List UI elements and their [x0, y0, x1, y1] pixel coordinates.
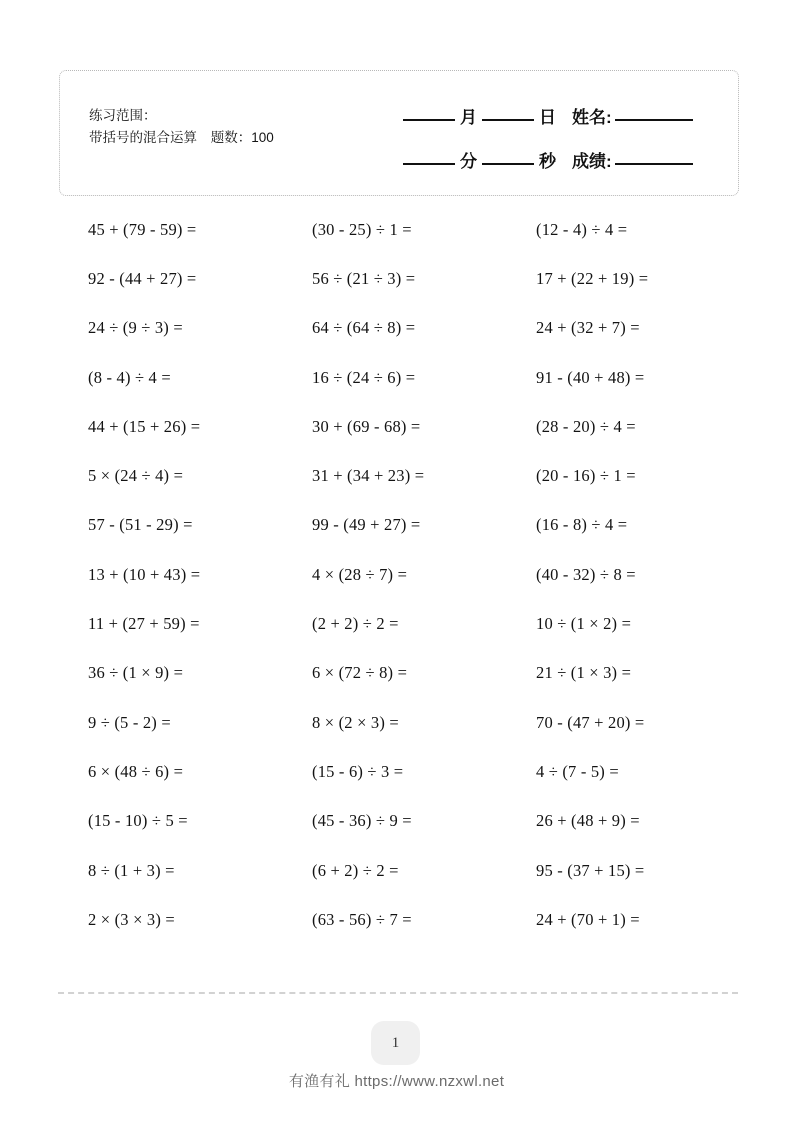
problem-row [59, 451, 739, 500]
problem-item[interactable]: (63 - 56) ÷ 7 = [312, 909, 412, 929]
problem-item[interactable]: 16 ÷ (24 ÷ 6) = [312, 367, 416, 387]
problems-grid [59, 205, 739, 944]
page-number-badge: 1 [371, 1021, 420, 1065]
score-blank-line[interactable] [615, 163, 693, 165]
practice-range-detail [89, 127, 274, 149]
problem-item[interactable]: 13 + (10 + 43) = [88, 564, 201, 584]
problem-item[interactable]: (45 - 36) ÷ 9 = [312, 811, 412, 831]
practice-range-label: 练习范围： [89, 108, 157, 123]
problem-item[interactable]: 17 + (22 + 19) = [536, 268, 649, 288]
practice-range-block [89, 105, 274, 149]
problem-item[interactable]: (2 + 2) ÷ 2 = [312, 614, 399, 634]
problem-item[interactable]: (6 + 2) ÷ 2 = [312, 860, 399, 880]
problem-item[interactable]: 57 - (51 - 29) = [88, 515, 193, 535]
problem-item[interactable]: 6 × (48 ÷ 6) = [88, 761, 184, 781]
problem-item[interactable]: 95 - (37 + 15) = [536, 860, 645, 880]
problem-item[interactable]: 10 ÷ (1 × 2) = [536, 614, 632, 634]
problem-item[interactable]: 24 + (32 + 7) = [536, 318, 640, 338]
problem-item[interactable]: 2 × (3 × 3) = [88, 909, 175, 929]
date-field-row [400, 93, 720, 137]
problem-item[interactable]: 9 ÷ (5 - 2) = [88, 712, 171, 732]
second-blank-line[interactable] [482, 163, 534, 165]
problem-row [59, 846, 739, 895]
problem-row [59, 895, 739, 944]
problem-row [59, 747, 739, 796]
problem-row [59, 599, 739, 648]
month-blank-line[interactable] [403, 119, 455, 121]
problem-row [59, 797, 739, 846]
problem-item[interactable]: 70 - (47 + 20) = [536, 712, 645, 732]
problem-item[interactable]: (15 - 10) ÷ 5 = [88, 811, 188, 831]
problem-row [59, 698, 739, 747]
problem-count-label: 题数：100 [210, 130, 274, 145]
problem-row [59, 353, 739, 402]
site-credit-text: 有渔有礼 https://www.nzxwl.net [288, 1073, 505, 1090]
problem-row [59, 254, 739, 303]
problem-item[interactable]: 56 ÷ (21 ÷ 3) = [312, 268, 416, 288]
score-field-label: 成绩: [572, 151, 612, 171]
month-unit-label: 月 [460, 107, 477, 127]
problem-item[interactable]: (12 - 4) ÷ 4 = [536, 219, 628, 239]
header-fields-block [400, 93, 720, 181]
minute-blank-line[interactable] [403, 163, 455, 165]
problem-item[interactable]: 64 ÷ (64 ÷ 8) = [312, 318, 416, 338]
problem-row [59, 205, 739, 254]
problem-item[interactable]: 11 + (27 + 59) = [88, 614, 200, 634]
worksheet-header-box [59, 70, 739, 196]
problem-row [59, 402, 739, 451]
problem-item[interactable]: 4 ÷ (7 - 5) = [536, 761, 619, 781]
time-field-row [400, 137, 720, 181]
problem-item[interactable]: (8 - 4) ÷ 4 = [88, 367, 171, 387]
problem-item[interactable]: 44 + (15 + 26) = [88, 416, 201, 436]
problem-item[interactable]: (28 - 20) ÷ 4 = [536, 416, 636, 436]
problem-item[interactable]: 30 + (69 - 68) = [312, 416, 421, 436]
problem-item[interactable]: (40 - 32) ÷ 8 = [536, 564, 636, 584]
problem-item[interactable]: 45 + (79 - 59) = [88, 219, 197, 239]
problem-item[interactable]: 99 - (49 + 27) = [312, 515, 421, 535]
problem-item[interactable]: (20 - 16) ÷ 1 = [536, 466, 636, 486]
practice-range-value: 带括号的混合运算 [89, 130, 197, 145]
problem-row [59, 550, 739, 599]
problem-item[interactable]: 5 × (24 ÷ 4) = [88, 466, 184, 486]
problem-item[interactable]: (15 - 6) ÷ 3 = [312, 761, 404, 781]
problem-item[interactable]: 21 ÷ (1 × 3) = [536, 663, 632, 683]
problem-item[interactable]: 8 ÷ (1 + 3) = [88, 860, 175, 880]
name-blank-line[interactable] [615, 119, 693, 121]
name-field-label: 姓名: [572, 107, 612, 127]
problem-item[interactable]: 31 + (34 + 23) = [312, 466, 425, 486]
problem-item[interactable]: (30 - 25) ÷ 1 = [312, 219, 412, 239]
day-unit-label: 日 [539, 107, 556, 127]
problem-item[interactable]: 24 ÷ (9 ÷ 3) = [88, 318, 183, 338]
problem-item[interactable]: 26 + (48 + 9) = [536, 811, 640, 831]
problem-item[interactable]: 4 × (28 ÷ 7) = [312, 564, 408, 584]
problem-item[interactable]: 6 × (72 ÷ 8) = [312, 663, 408, 683]
minute-unit-label: 分 [460, 151, 477, 171]
footer-separator [58, 992, 738, 994]
problem-row [59, 304, 739, 353]
second-unit-label: 秒 [539, 151, 556, 171]
problem-row [59, 649, 739, 698]
problem-item[interactable]: 36 ÷ (1 × 9) = [88, 663, 184, 683]
problem-item[interactable]: 8 × (2 × 3) = [312, 712, 399, 732]
problem-item[interactable]: 91 - (40 + 48) = [536, 367, 645, 387]
day-blank-line[interactable] [482, 119, 534, 121]
problem-row [59, 501, 739, 550]
problem-item[interactable]: (16 - 8) ÷ 4 = [536, 515, 628, 535]
problem-item[interactable]: 92 - (44 + 27) = [88, 268, 197, 288]
problem-item[interactable]: 24 + (70 + 1) = [536, 909, 640, 929]
